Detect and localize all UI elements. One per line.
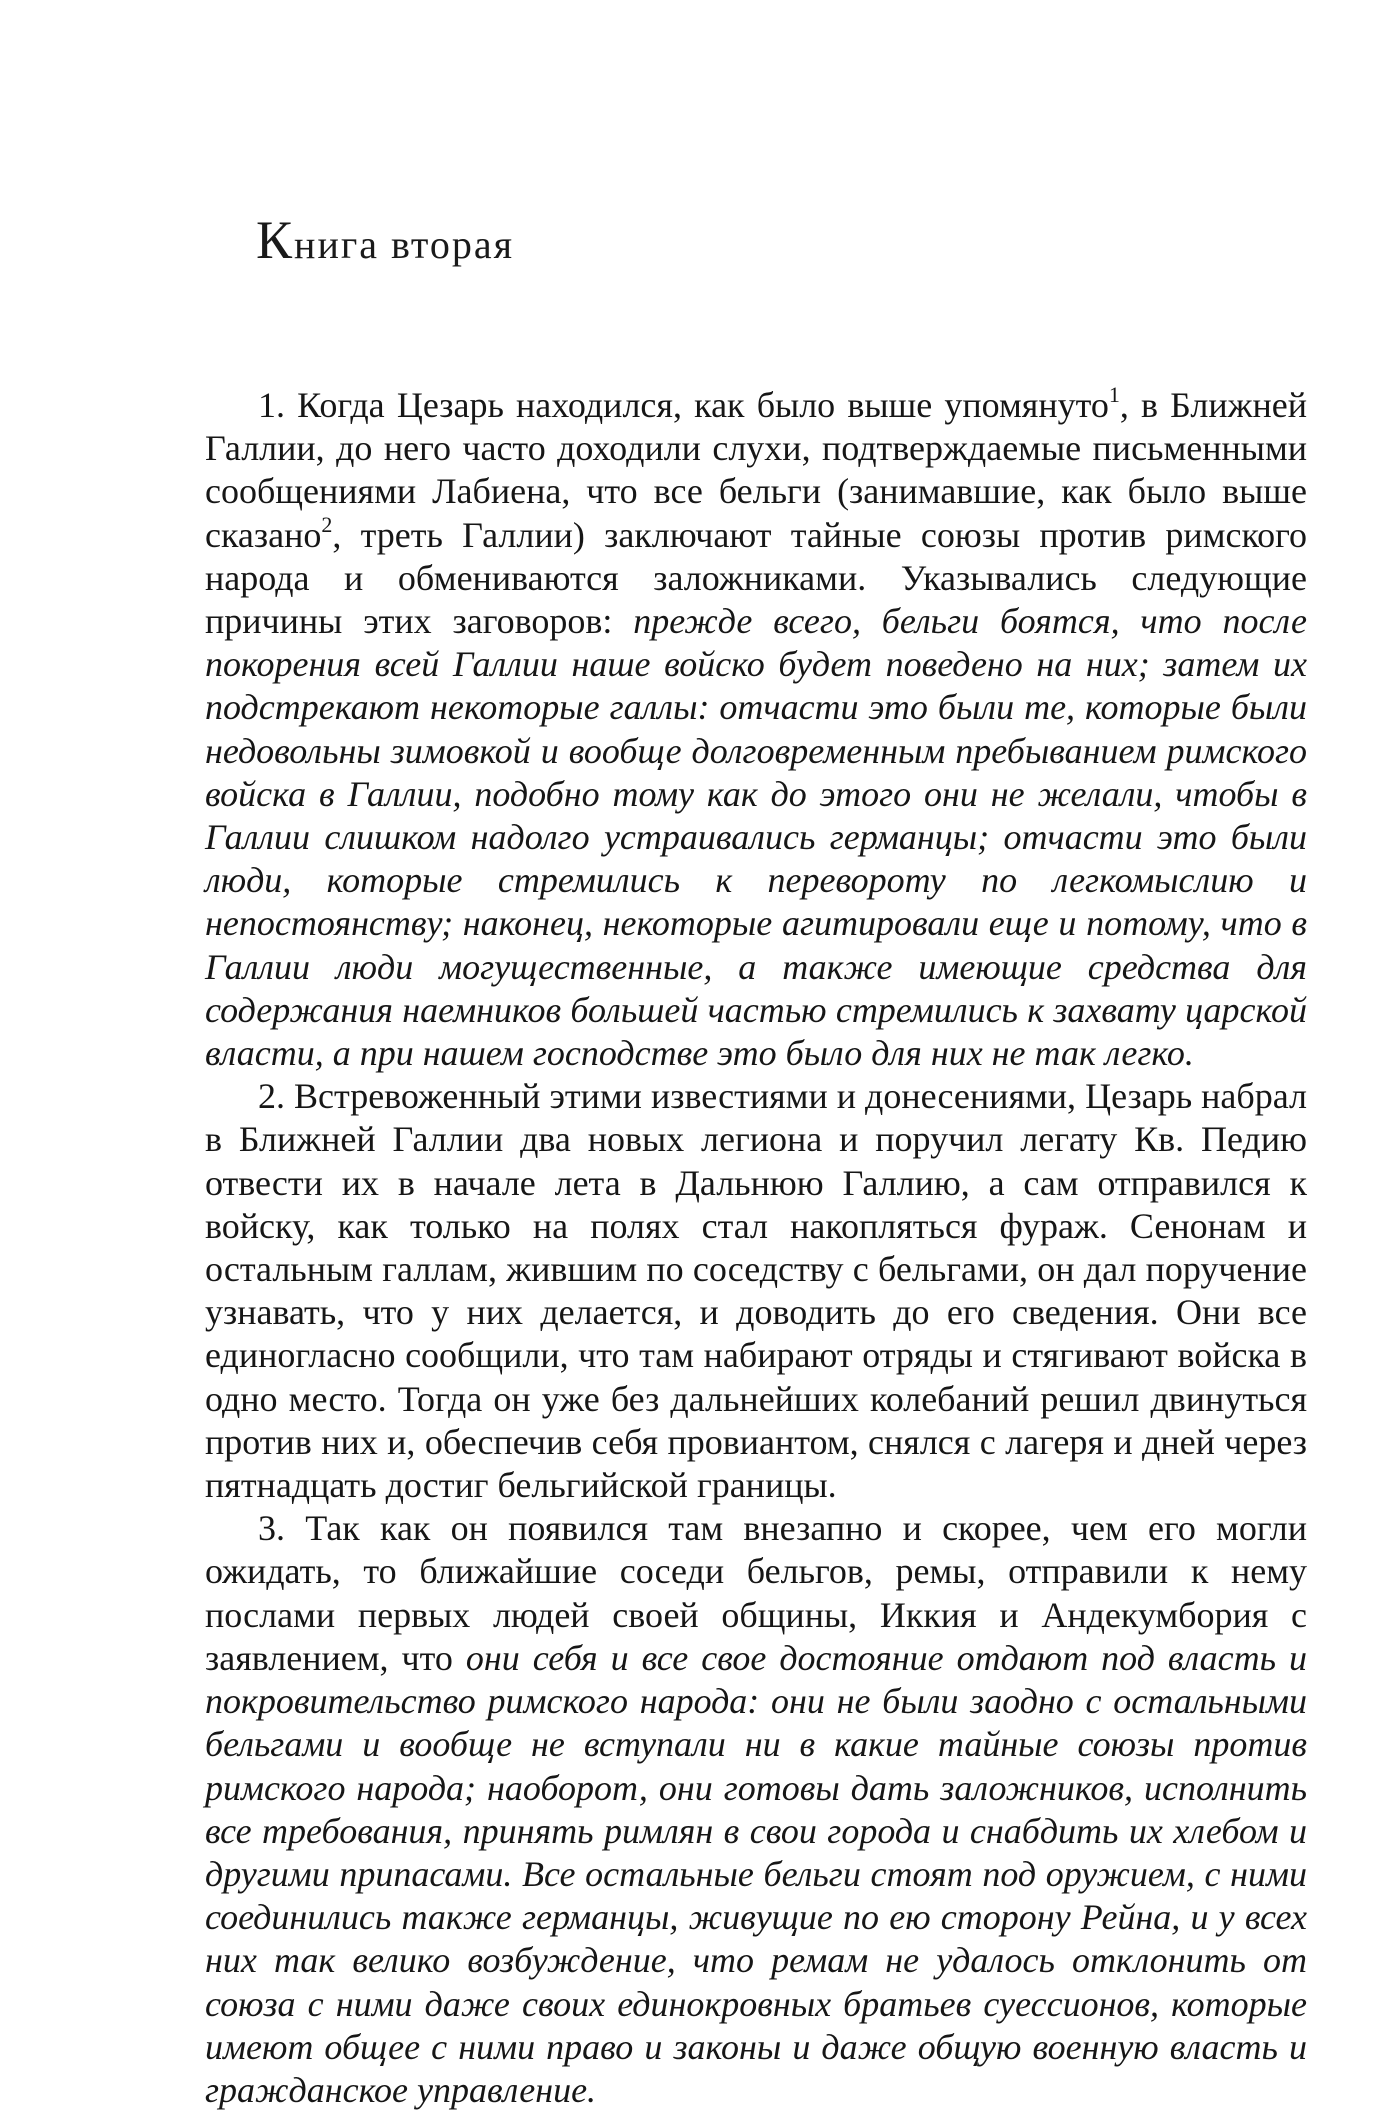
title-initial: К	[256, 210, 295, 270]
chapter-title	[256, 208, 514, 277]
paragraph-3-part-a: 3. Так как он появился там внезапно и скорее, чем его могли ожидать, то ближайшие соседи бельгов, ремы, отправили к нему послами первых людей своей общины, Иккия и Андекумбория с заявлением, что	[205, 1508, 1307, 1678]
paragraph-2: 2. Встревоженный этими известиями и донесениями, Цезарь набрал в Ближней Галлии два новых легиона и поручил легату Кв. Педию отвести их в начале лета в Дальнюю Галлию, а сам отправился к войску, как только на полях стал накопляться фураж. Сенонам и остальным галлам, жившим по соседству с бельгами, он дал поручение узнавать, что у них делается, и доводить до его сведения. Они все единогласно сообщили, что там набирают отряды и стягивают войска в одно место. Тогда он уже без дальнейших колебаний решил двинуться против них и, обеспечив себя провиантом, снялся с лагеря и дней через пятнадцать достиг бельгийской границы.	[205, 1076, 1307, 1506]
footnote-ref-2[interactable]: 2	[321, 511, 333, 537]
body-text	[205, 384, 1307, 2112]
paragraph-1-part-b: , в Ближней Галлии, до него часто доходили слухи, подтверждаемые письменными сообщениями Лабиена, что все бельги (занимавшие, как было выше сказано	[205, 385, 1307, 555]
paragraph-1	[205, 384, 1307, 1075]
paragraph-3	[205, 1507, 1307, 2112]
paragraph-1-part-c: , треть Галлии) заключают тайные союзы против римского народа и обмениваются заложниками. Указывались следующие причины этих заговоров:	[205, 514, 1307, 642]
title-rest: нига вторая	[294, 222, 514, 267]
footnote-ref-1[interactable]: 1	[1108, 382, 1120, 407]
paragraph-3-italic: они себя и все свое достояние отдают под власть и покровительство римского народа: они не были заодно с остальными бельгами и вообще не вступали ни в какие тайные союзы против римского народа; наоборот, они готовы дать заложников, исполнить все требования, принять римлян в свои города и снабдить их хлебом и другими припасами. Все остальные бельги стоят под оружием, с ними соединились также германцы, живущие по ею сторону Рейна, и у всех них так велико возбуждение, что ремам не удалось отклонить от союза с ними даже своих единокровных братьев суессионов, которые имеют общее с ними право и законы и даже общую военную власть и гражданское управление.	[205, 1637, 1307, 2110]
paragraph-1-part-a: 1. Когда Цезарь находился, как было выше упомянуто	[258, 385, 1109, 425]
paragraph-1-italic: прежде всего, бельги боятся, что после покорения всей Галлии наше войско будет поведено на них; затем их подстрекают некоторые галлы: отчасти это были те, которые были недовольны зимовкой и вообще долговременным пребыванием римского войска в Галлии, подобно тому как до этого они не желали, чтобы в Галлии слишком надолго устраивались германцы; отчасти это были люди, которые стремились к перевороту по легкомыслию и непостоянству; наконец, некоторые агитировали еще и потому, что в Галлии люди могущественные, а также имеющие средства для содержания наемников большей частью стремились к захвату царской власти, а при нашем господстве это было для них не так легко.	[205, 601, 1308, 1074]
